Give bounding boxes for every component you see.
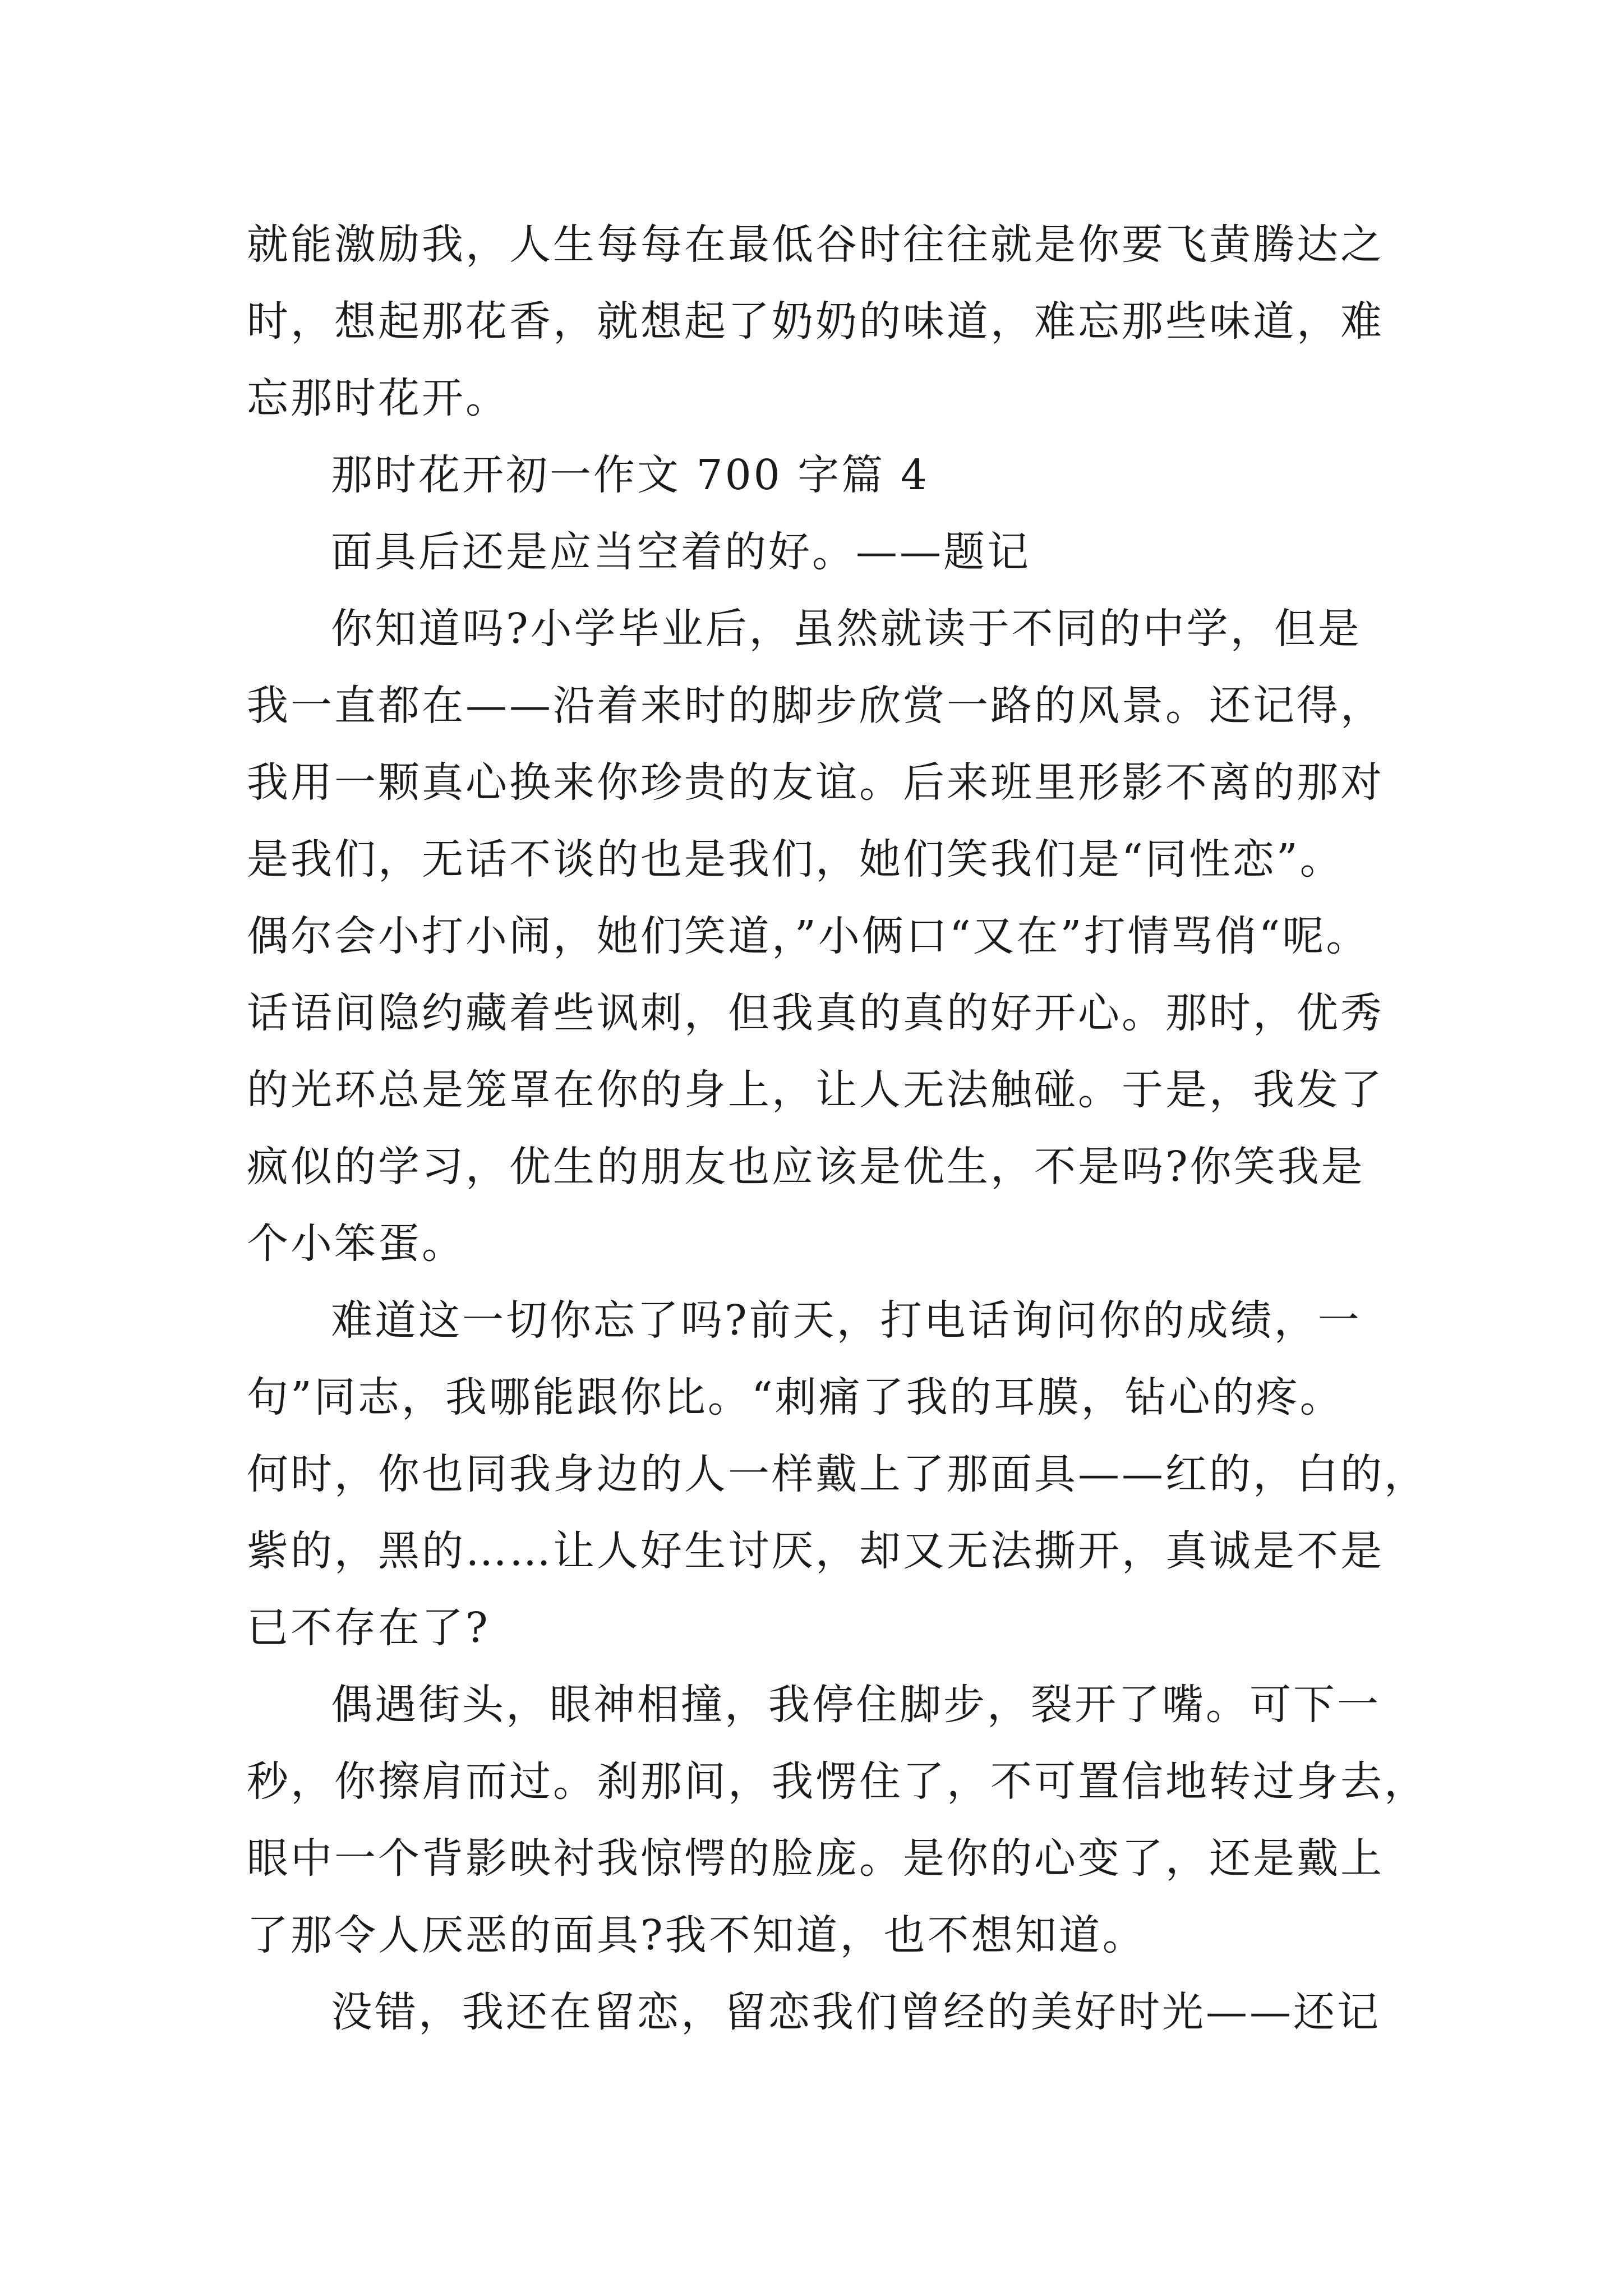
text-line: 难道这一切你忘了吗?前天，打电话询问你的成绩，一 bbox=[331, 1296, 1362, 1345]
text-line: 疯似的学习，优生的朋友也应该是优生，不是吗?你笑我是 bbox=[247, 1143, 1365, 1191]
text-line: 已不存在了? bbox=[247, 1604, 490, 1652]
text-line: 紫的，黑的……让人好生讨厌，却又无法撕开，真诚是不是 bbox=[247, 1527, 1384, 1575]
text-line: 时，想起那花香，就想起了奶奶的味道，难忘那些味道，难 bbox=[247, 297, 1384, 346]
text-line: 何时，你也同我身边的人一样戴上了那面具——红的，白的， bbox=[247, 1450, 1428, 1498]
text-line: 句”同志，我哪能跟你比。“刺痛了我的耳膜，钻心的疼。 bbox=[247, 1373, 1344, 1421]
text-line: 就能激励我，人生每每在最低谷时往往就是你要飞黄腾达之 bbox=[247, 220, 1384, 269]
text-line: 眼中一个背影映衬我惊愕的脸庞。是你的心变了，还是戴上 bbox=[247, 1834, 1384, 1883]
epigraph: 面具后还是应当空着的好。——题记 bbox=[331, 528, 1031, 576]
article-body bbox=[247, 206, 1428, 2051]
text-line: 偶尔会小打小闹，她们笑道，”小俩口“又在”打情骂俏“呢。 bbox=[247, 912, 1370, 960]
text-line: 忘那时花开。 bbox=[247, 374, 509, 422]
text-line: 的光环总是笼罩在你的身上，让人无法触碰。于是，我发了 bbox=[247, 1066, 1384, 1114]
text-line: 是我们，无话不谈的也是我们，她们笑我们是“同性恋”。 bbox=[247, 835, 1344, 884]
section-heading: 那时花开初一作文 700 字篇 4 bbox=[331, 451, 929, 499]
text-line: 秒，你擦肩而过。刹那间，我愣住了，不可置信地转过身去， bbox=[247, 1757, 1428, 1806]
text-line: 你知道吗?小学毕业后，虽然就读于不同的中学，但是 bbox=[331, 605, 1362, 653]
text-line: 话语间隐约藏着些讽刺，但我真的真的好开心。那时，优秀 bbox=[247, 989, 1384, 1037]
text-line: 我用一颗真心换来你珍贵的友谊。后来班里形影不离的那对 bbox=[247, 758, 1384, 807]
text-line: 我一直都在——沿着来时的脚步欣赏一路的风景。还记得， bbox=[247, 682, 1384, 730]
text-line: 偶遇街头，眼神相撞，我停住脚步，裂开了嘴。可下一 bbox=[331, 1681, 1381, 1729]
text-line: 没错，我还在留恋，留恋我们曾经的美好时光——还记 bbox=[331, 1988, 1381, 2036]
text-line: 了那令人厌恶的面具?我不知道，也不想知道。 bbox=[247, 1911, 1146, 1959]
text-line: 个小笨蛋。 bbox=[247, 1220, 465, 1268]
